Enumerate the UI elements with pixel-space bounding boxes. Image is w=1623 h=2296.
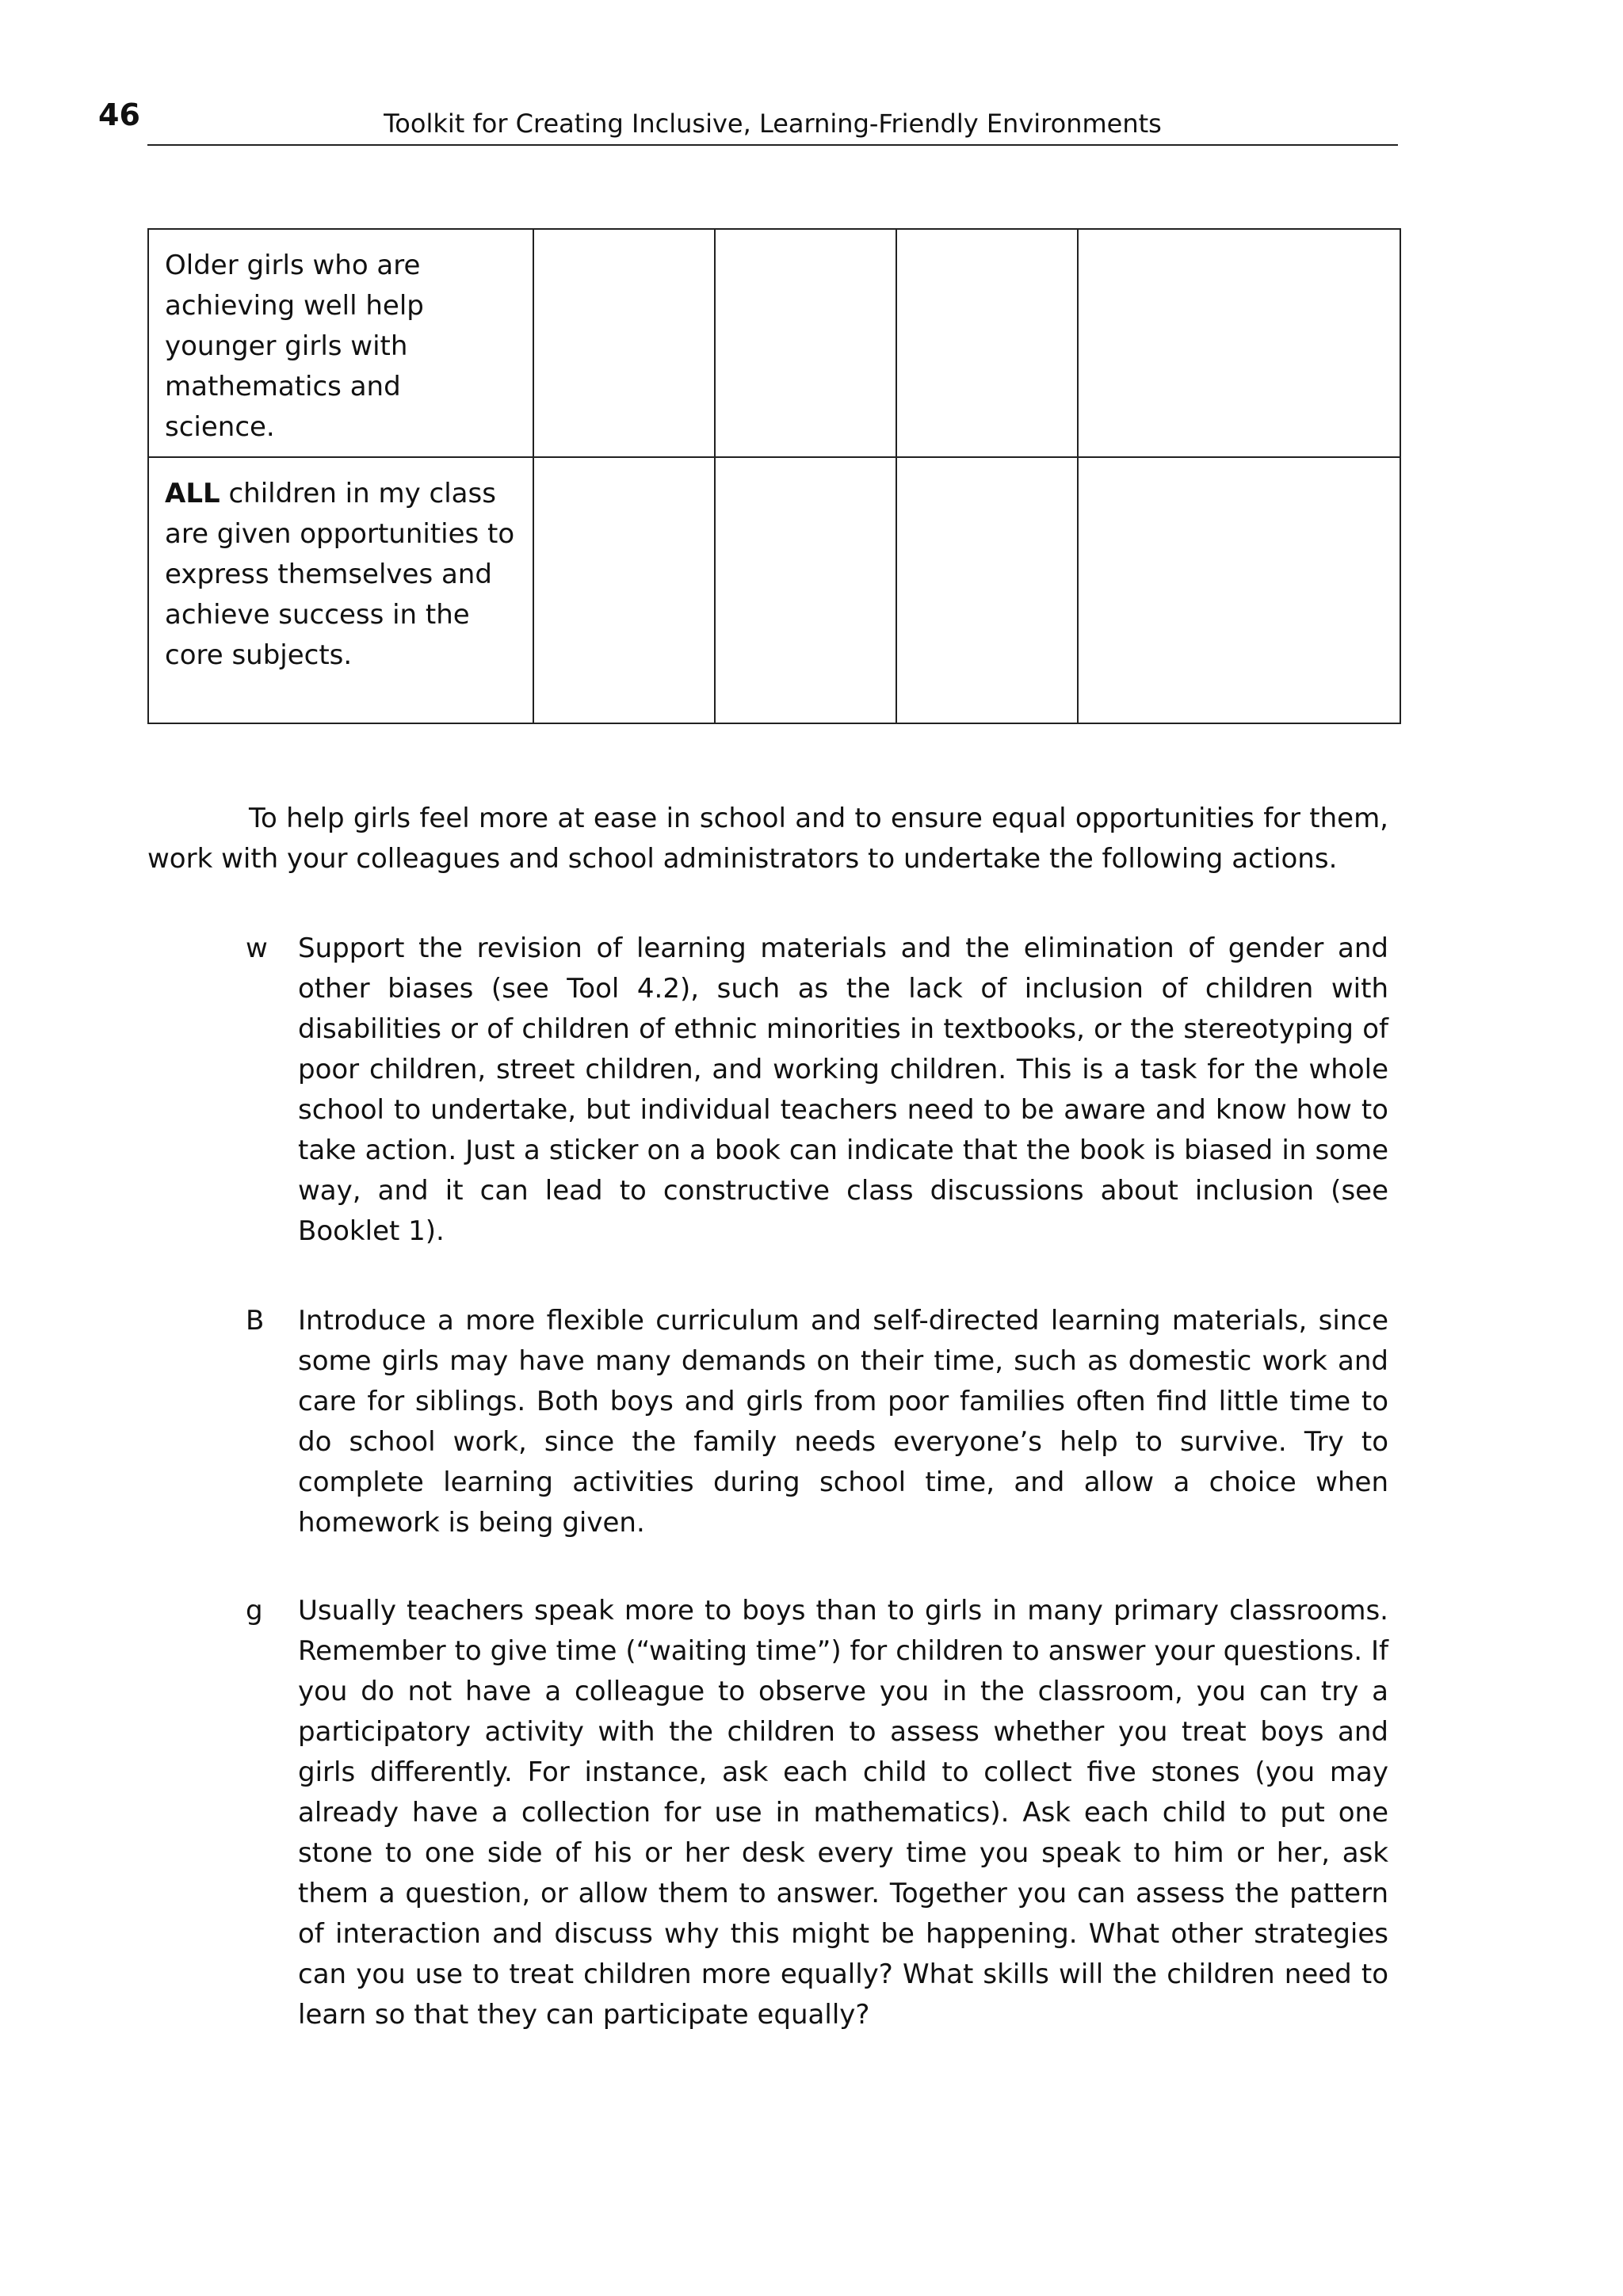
bullet-marker: B (246, 1305, 265, 1337)
rating-cell[interactable] (533, 229, 715, 457)
statement-emphasis: ALL (165, 478, 220, 509)
action-item (246, 1301, 1388, 1543)
action-text: Introduce a more flexible curriculum and self-directed learning materials, since some girls may have many demands on their time, such as domestic work and care for siblings. Both boys and girls from poor families often find little time to do school work, since the family needs everyone’s help to survive. Try to complete learning activities during school time, and allow a choice when homework is being given. (298, 1305, 1388, 1539)
bullet-marker: g (246, 1595, 263, 1627)
notes-cell[interactable] (1078, 229, 1400, 457)
rating-cell[interactable] (896, 229, 1078, 457)
statement-text: children in my class are given opportunities to express themselves and achieve success in the core subjects. (165, 478, 515, 671)
running-title: Toolkit for Creating Inclusive, Learning-Friendly Environments (384, 109, 1162, 139)
checklist-table (147, 228, 1401, 724)
rating-cell[interactable] (896, 457, 1078, 723)
rating-cell[interactable] (715, 229, 896, 457)
action-item (246, 1591, 1388, 2035)
page-number: 46 (98, 97, 140, 132)
statement-cell (148, 229, 533, 457)
rating-cell[interactable] (715, 457, 896, 723)
bullet-marker: w (246, 933, 268, 964)
statement-text: Older girls who are achieving well help younger girls with mathematics and science. (165, 250, 424, 443)
notes-cell[interactable] (1078, 457, 1400, 723)
action-text: Usually teachers speak more to boys than to girls in many primary classrooms. Remember to give time (“waiting time”) for children to answer your questions. If you do not have a colleague to observe you in the classroom, you can try a participatory activity with the children to assess whether you treat boys and girls differently. For instance, ask each child to collect five stones (you may already have a collection for use in mathematics). Ask each child to put one stone to one side of his or her desk every time you speak to him or her, ask them a question, or allow them to answer. Together you can assess the pattern of interaction and discuss why this might be happening. What other strategies can you use to treat children more equally? What skills will the children need to learn so that they can participate equally? (298, 1595, 1388, 2031)
table-row (148, 457, 1400, 723)
rating-cell[interactable] (533, 457, 715, 723)
statement-cell (148, 457, 533, 723)
header-rule (147, 144, 1398, 146)
action-text: Support the revision of learning materials and the elimination of gender and other biases (see Tool 4.2), such as the lack of inclusion of children with disabilities or of children of ethnic minorities in textbooks, or the stereotyping of poor children, street children, and working children. This is a task for the whole school to undertake, but individual teachers need to be aware and know how to take action. Just a sticker on a book can indicate that the book is biased in some way, and it can lead to constructive class discussions about inclusion (see Booklet 1). (298, 933, 1388, 1247)
intro-paragraph: To help girls feel more at ease in school and to ensure equal opportunities for them, work with your colleagues and school administrators to undertake the following actions. (147, 803, 1388, 875)
action-item (246, 929, 1388, 1252)
table-row (148, 229, 1400, 457)
